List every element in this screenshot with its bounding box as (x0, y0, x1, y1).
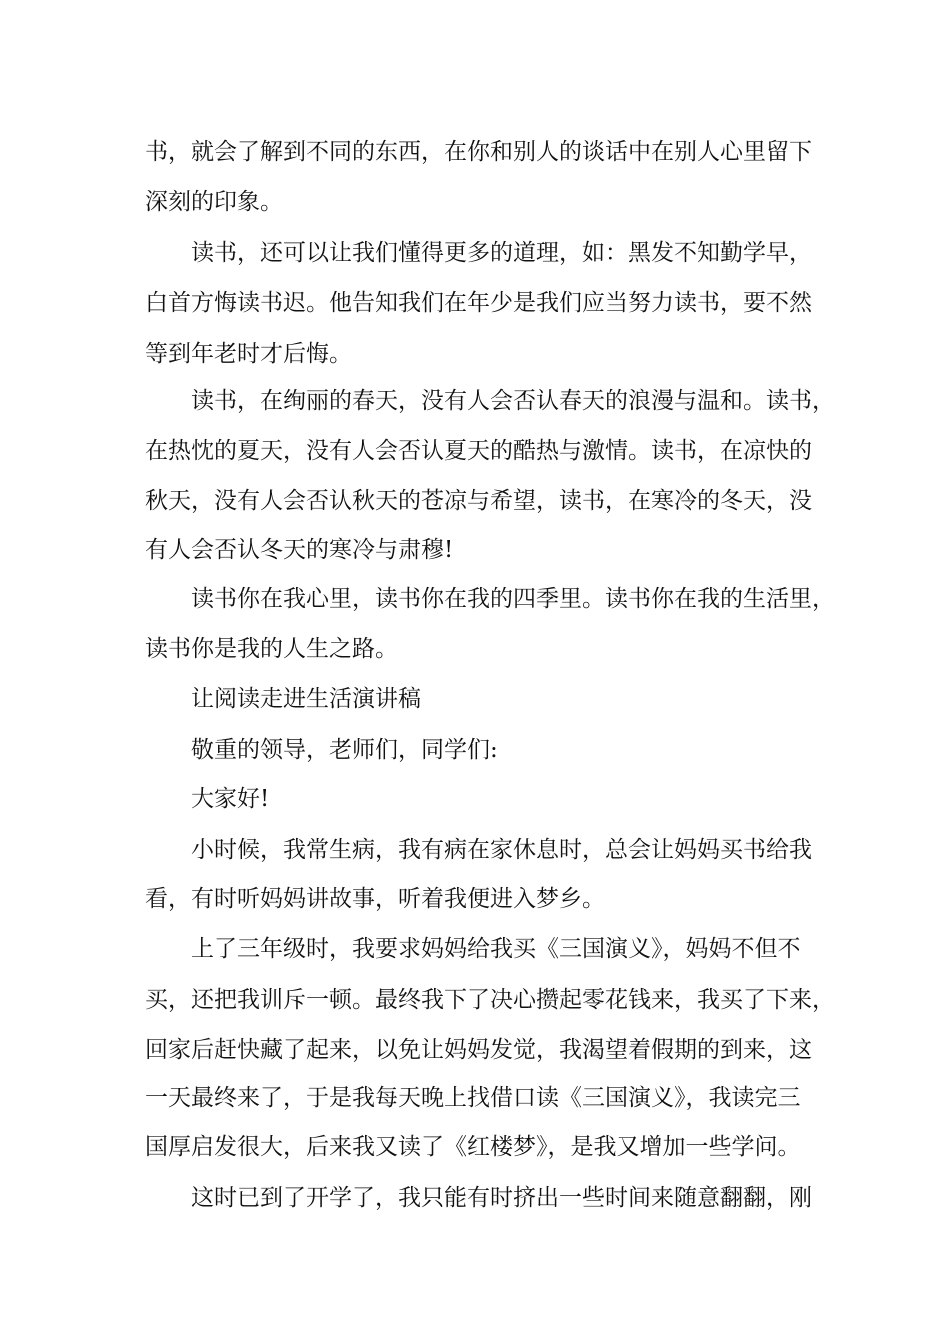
paragraph-first-line: 读书你在我心里，读书你在我的四季里。读书你在我的生活里， (191, 586, 835, 612)
paragraph-first-line: 读书，在绚丽的春天，没有人会否认春天的浪漫与温和。读书， (191, 388, 835, 414)
paragraph-first-line: 读书，还可以让我们懂得更多的道理，如：黑发不知勤学早， (191, 240, 812, 266)
paragraph-first-line: 这时已到了开学了，我只能有时挤出一些时间来随意翻翻，刚 (191, 1185, 812, 1211)
text-line: 买，还把我训斥一顿。最终我下了决心攒起零花钱来，我买了下来， (145, 987, 835, 1013)
text-line: 看，有时听妈妈讲故事，听着我便进入梦乡。 (145, 886, 605, 912)
text-line: 秋天，没有人会否认秋天的苍凉与希望，读书，在寒冷的冬天，没 (145, 488, 812, 514)
text-line: 国厚启发很大，后来我又读了《红楼梦》，是我又增加一些学问。 (145, 1134, 801, 1160)
text-line: 深刻的印象。 (145, 189, 283, 215)
text-line: 有人会否认冬天的寒冷与肃穆! (145, 537, 454, 563)
text-line: 书，就会了解到不同的东西，在你和别人的谈话中在别人心里留下 (145, 139, 812, 165)
speech-title: 让阅读走进生活演讲稿 (191, 686, 421, 712)
text-line: 在热忱的夏天，没有人会否认夏天的酷热与激情。读书，在凉快的 (145, 438, 812, 464)
text-line: 等到年老时才后悔。 (145, 341, 352, 367)
text-line: 读书你是我的人生之路。 (145, 636, 398, 662)
salutation: 敬重的领导，老师们，同学们: (191, 737, 498, 763)
greeting: 大家好! (191, 786, 270, 812)
text-line: 一天最终来了，于是我每天晚上找借口读《三国演义》，我读完三 (145, 1085, 801, 1111)
paragraph-first-line: 小时候，我常生病，我有病在家休息时，总会让妈妈买书给我 (191, 837, 812, 863)
paragraph-first-line: 上了三年级时，我要求妈妈给我买《三国演义》，妈妈不但不 (191, 936, 801, 962)
text-line: 回家后赶快藏了起来，以免让妈妈发觉，我渴望着假期的到来，这 (145, 1037, 812, 1063)
text-line: 白首方悔读书迟。他告知我们在年少是我们应当努力读书，要不然 (145, 290, 812, 316)
